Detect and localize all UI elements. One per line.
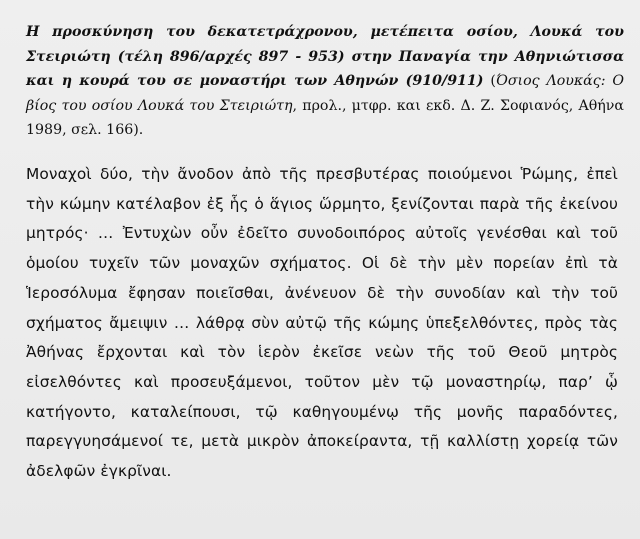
caption-paragraph [26,20,624,143]
caption-title: Η προσκύνηση του δεκατετράχρονου, μετέπειτα οσίου, Λουκά του Στειριώτη (τέλη 896/αρχές 897 - 953) στην Παναγία την Αθηνιώτισσα και η κουρά του σε μοναστήρι των Αθηνών (910/911) [26,24,624,90]
greek-passage: Μοναχοὶ δύο, τὴν ἄνοδον ἀπὸ τῆς πρεσβυτέρας ποιούμενοι Ῥώμης, ἐπεὶ τὴν κώμην κατέλαβον ἐξ ἧς ὁ ἅγιος ὥρμητο, ξενίζονται παρὰ τῆς ἐκείνου μητρός· … Ἐντυχὼν οὖν ἐδεῖτο συνοδοιπόρος αὐτοῖς γενέσθαι καὶ τοῦ ὁμοίου τυχεῖν τῶν μοναχῶν σχήματος. Οἱ δὲ τὴν μὲν πορείαν ἐπὶ τὰ Ἱεροσόλυμα ἔφησαν ποιεῖσθαι, ἀνένευον δὲ τὴν συνοδίαν καὶ τὴν τοῦ σχήματος ἄμειψιν … λάθρᾳ σὺν αὐτῷ τῆς κώμης ὑπεξελθόντες, πρὸς τὰς Ἀθήνας ἔρχονται καὶ τὸν ἱερὸν ἐκεῖσε νεὼν τῆς τοῦ Θεοῦ μητρὸς εἰσελθόντες καὶ προσευξάμενοι, τοῦτον μὲν τῷ μοναστηρίῳ, παρ’ ᾧ κατήγοντο, καταλείπουσι, τῷ καθηγουμένῳ τῆς μονῆς παραδόντες, παρεγγυησάμενοί τε, μετὰ μικρὸν ἀποκείραντα, τῇ καλλίστῃ χορείᾳ τῶν ἀδελφῶν ἐγκρῖναι. [26,165,618,481]
citation-details: , προλ., μτφρ. και εκδ. Δ. Ζ. Σοφιανός, Αθήνα 1989, σελ. 166). [26,97,625,139]
citation-open: ( [483,73,496,90]
citation-title: Όσιος Λουκάς: Ο βίος του οσίου Λουκά του Στειριώτη [26,73,625,114]
